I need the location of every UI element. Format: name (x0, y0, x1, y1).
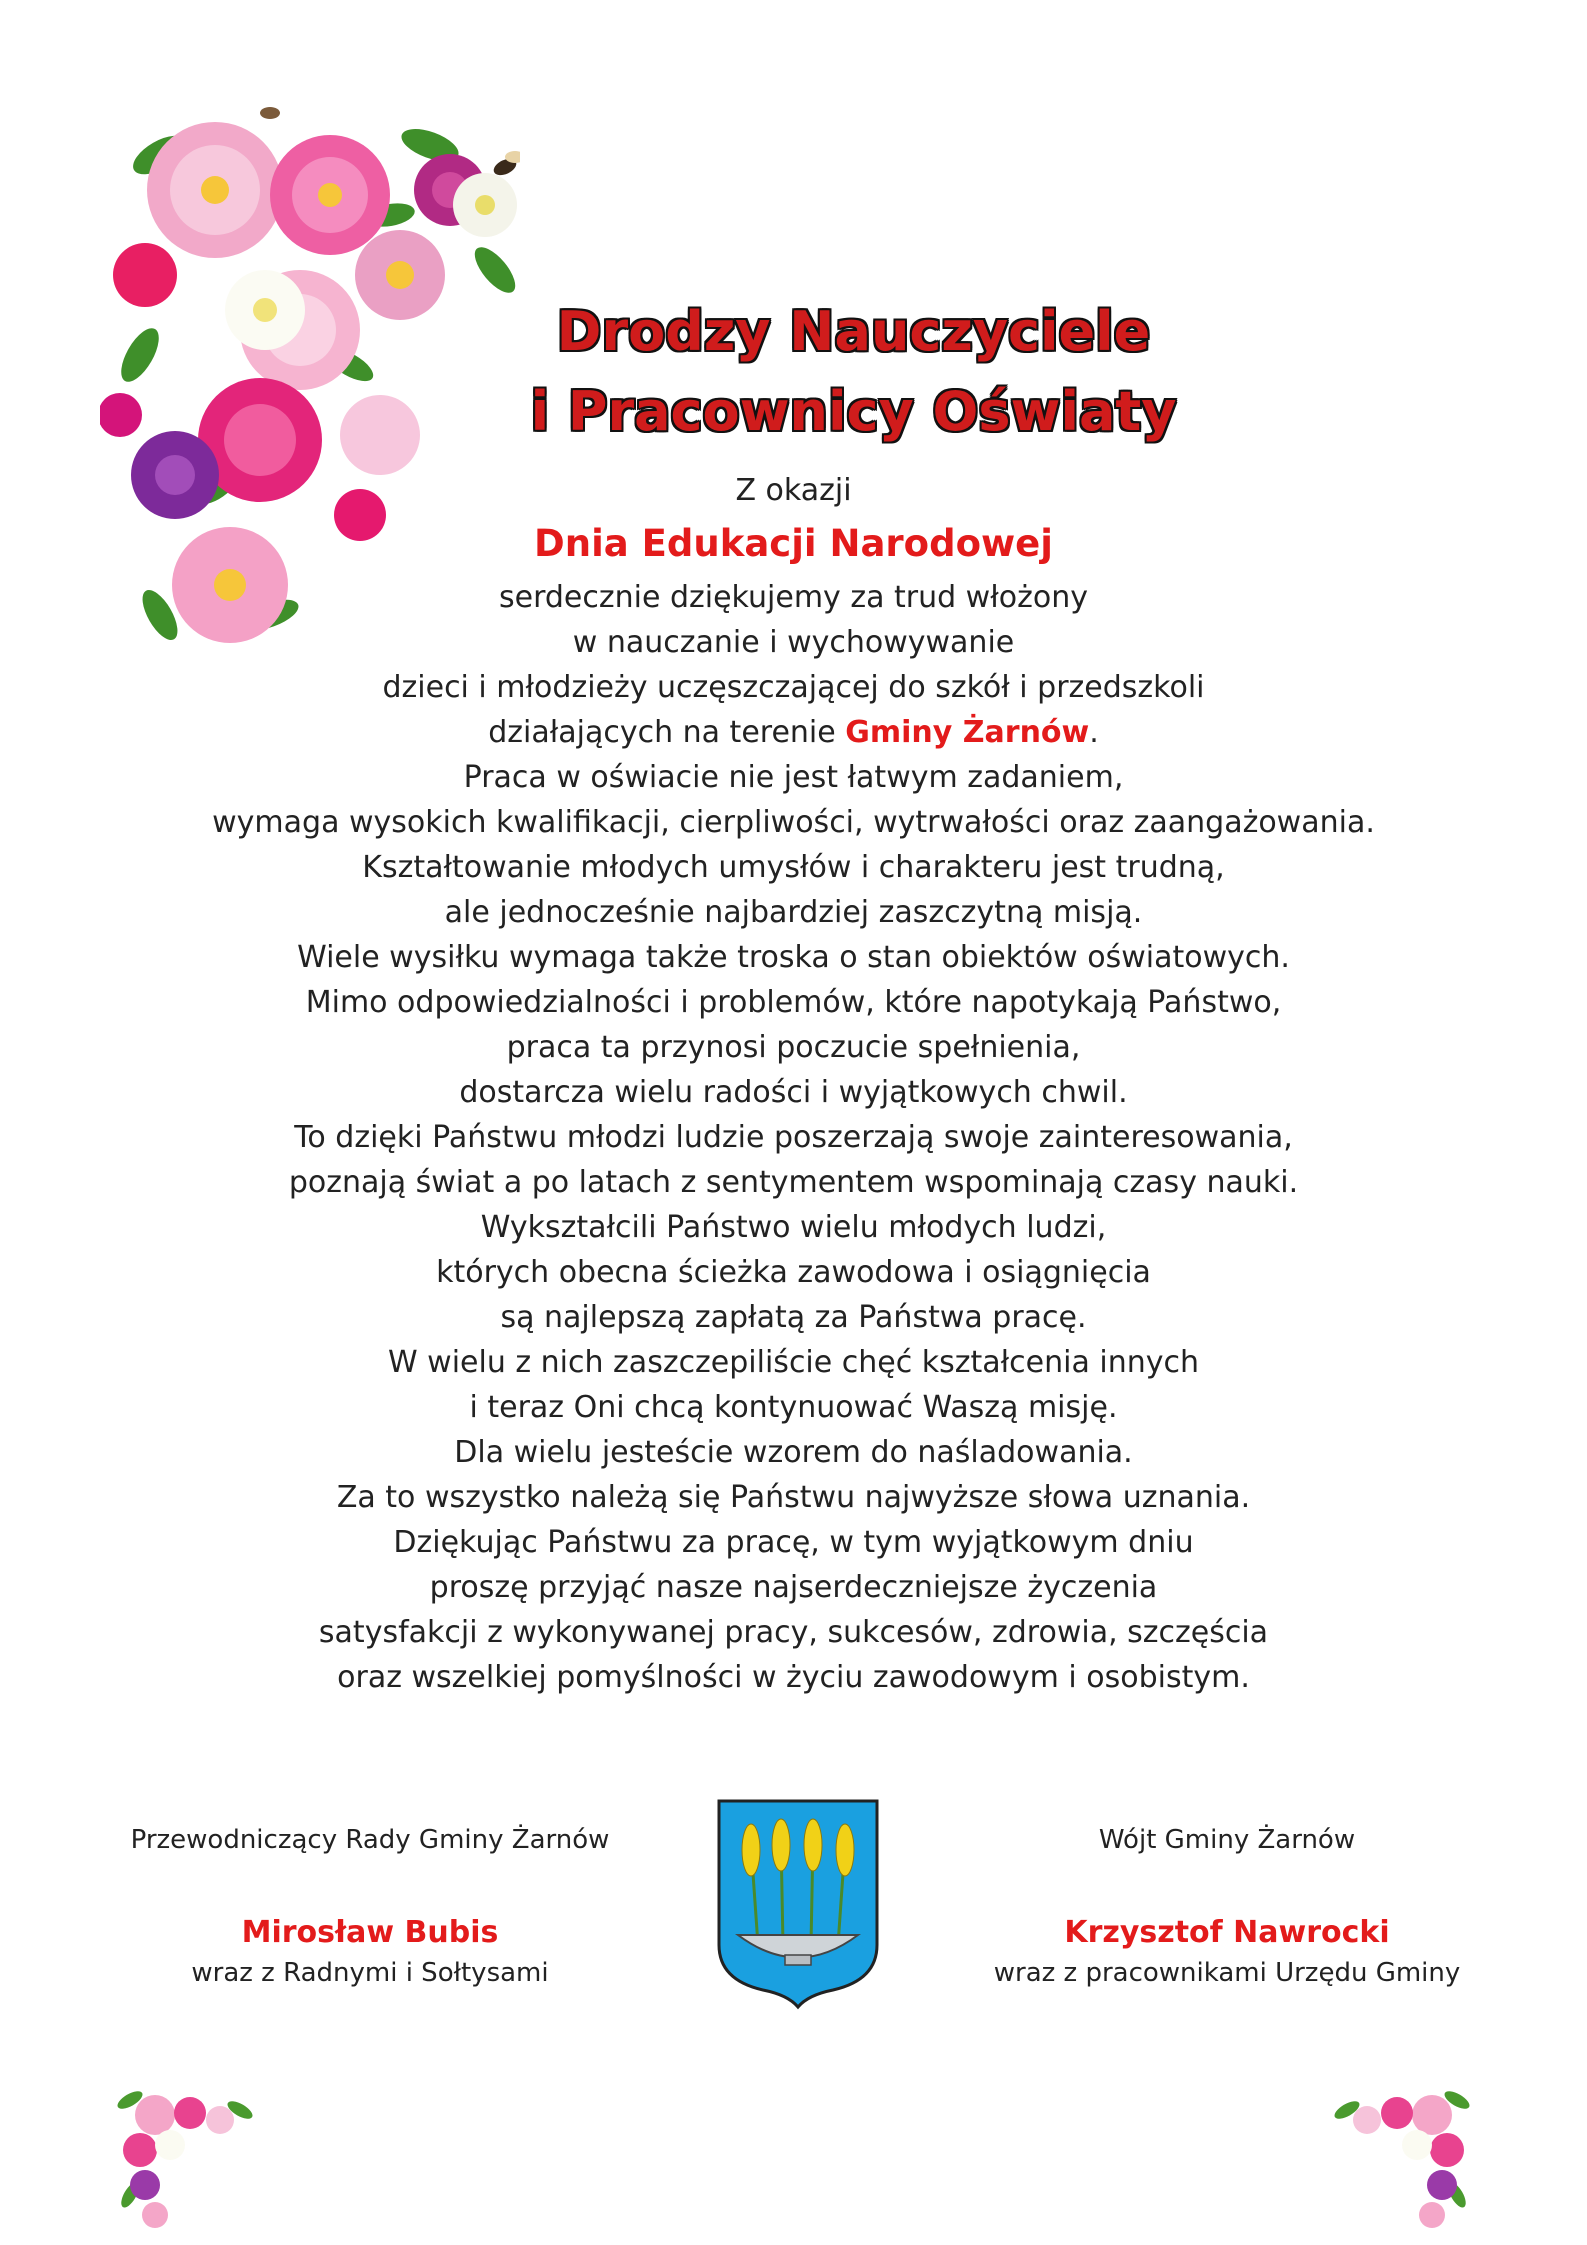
body-line: poznają świat a po latach z sentymentem wspominają czasy nauki. (288, 1165, 1299, 1200)
body-line: i teraz Oni chcą kontynuować Waszą misję. (469, 1390, 1118, 1425)
municipality-suffix: . (1089, 715, 1099, 750)
coat-of-arms-icon (713, 1795, 883, 2010)
signatory-role: Wójt Gminy Żarnów (1098, 1825, 1356, 1855)
body-line: dostarcza wielu radości i wyjątkowych chwil. (459, 1075, 1128, 1110)
signature-council-chairman (70, 1825, 670, 1993)
signatory-with: wraz z pracownikami Urzędu Gminy (993, 1958, 1461, 1988)
flower-corner-decoration-right (1327, 2085, 1477, 2235)
greeting-title-line2: i Pracownicy Oświaty (530, 380, 1177, 443)
municipality-prefix: działających na terenie (488, 715, 846, 750)
body-line: satysfakcji z wykonywanej pracy, sukcesów, zdrowia, szczęścia (318, 1615, 1269, 1650)
signatory-name: Krzysztof Nawrocki (1064, 1915, 1390, 1950)
body-line: Za to wszystko należą się Państwu najwyższe słowa uznania. (336, 1480, 1251, 1515)
signatory-with: wraz z Radnymi i Sołtysami (191, 1958, 549, 1988)
signatory-name: Mirosław Bubis (241, 1915, 499, 1950)
body-line: wymaga wysokich kwalifikacji, cierpliwości, wytrwałości oraz zaangażowania. (212, 805, 1375, 840)
body-line: których obecna ścieżka zawodowa i osiągnięcia (436, 1255, 1151, 1290)
body-line: serdecznie dziękujemy za trud włożony (499, 580, 1088, 615)
body-line: Wykształcili Państwo wielu młodych ludzi, (480, 1210, 1107, 1245)
body-line: To dzięki Państwu młodzi ludzie poszerzają swoje zainteresowania, (294, 1120, 1293, 1155)
body-line: Dla wielu jesteście wzorem do naśladowania. (454, 1435, 1133, 1470)
body-line: w nauczanie i wychowywanie (572, 625, 1015, 660)
body-line: są najlepszą zapłatą za Państwa pracę. (500, 1300, 1087, 1335)
body-line: ale jednocześnie najbardziej zaszczytną misją. (444, 895, 1143, 930)
body-line: W wielu z nich zaszczepiliście chęć kształcenia innych (387, 1345, 1200, 1380)
flower-corner-decoration-left (110, 2085, 260, 2235)
municipality-name: Gminy Żarnów (845, 715, 1090, 750)
body-line: praca ta przynosi poczucie spełnienia, (506, 1030, 1081, 1065)
greeting-title-line1: Drodzy Nauczyciele (556, 300, 1151, 363)
body-line: Dziękując Państwu za pracę, w tym wyjątkowym dniu (393, 1525, 1194, 1560)
body-line: Kształtowanie młodych umysłów i charakteru jest trudną, (362, 850, 1225, 885)
body-line: Praca w oświacie nie jest łatwym zadaniem, (463, 760, 1124, 795)
signature-mayor (927, 1825, 1527, 1993)
occasion-title: Dnia Edukacji Narodowej (534, 522, 1053, 565)
body-line: proszę przyjąć nasze najserdeczniejsze życzenia (429, 1570, 1158, 1605)
body-line: Mimo odpowiedzialności i problemów, które napotykają Państwo, (305, 985, 1282, 1020)
body-line: oraz wszelkiej pomyślności w życiu zawodowym i osobistym. (337, 1660, 1250, 1695)
intro-text: Z okazji (735, 473, 852, 508)
letter-body (0, 468, 1587, 1700)
body-line: dzieci i młodzieży uczęszczającej do szkół i przedszkoli (382, 670, 1205, 705)
body-line: Wiele wysiłku wymaga także troska o stan obiektów oświatowych. (297, 940, 1290, 975)
signatory-role: Przewodniczący Rady Gminy Żarnów (130, 1825, 610, 1855)
municipality-line (0, 710, 1587, 755)
